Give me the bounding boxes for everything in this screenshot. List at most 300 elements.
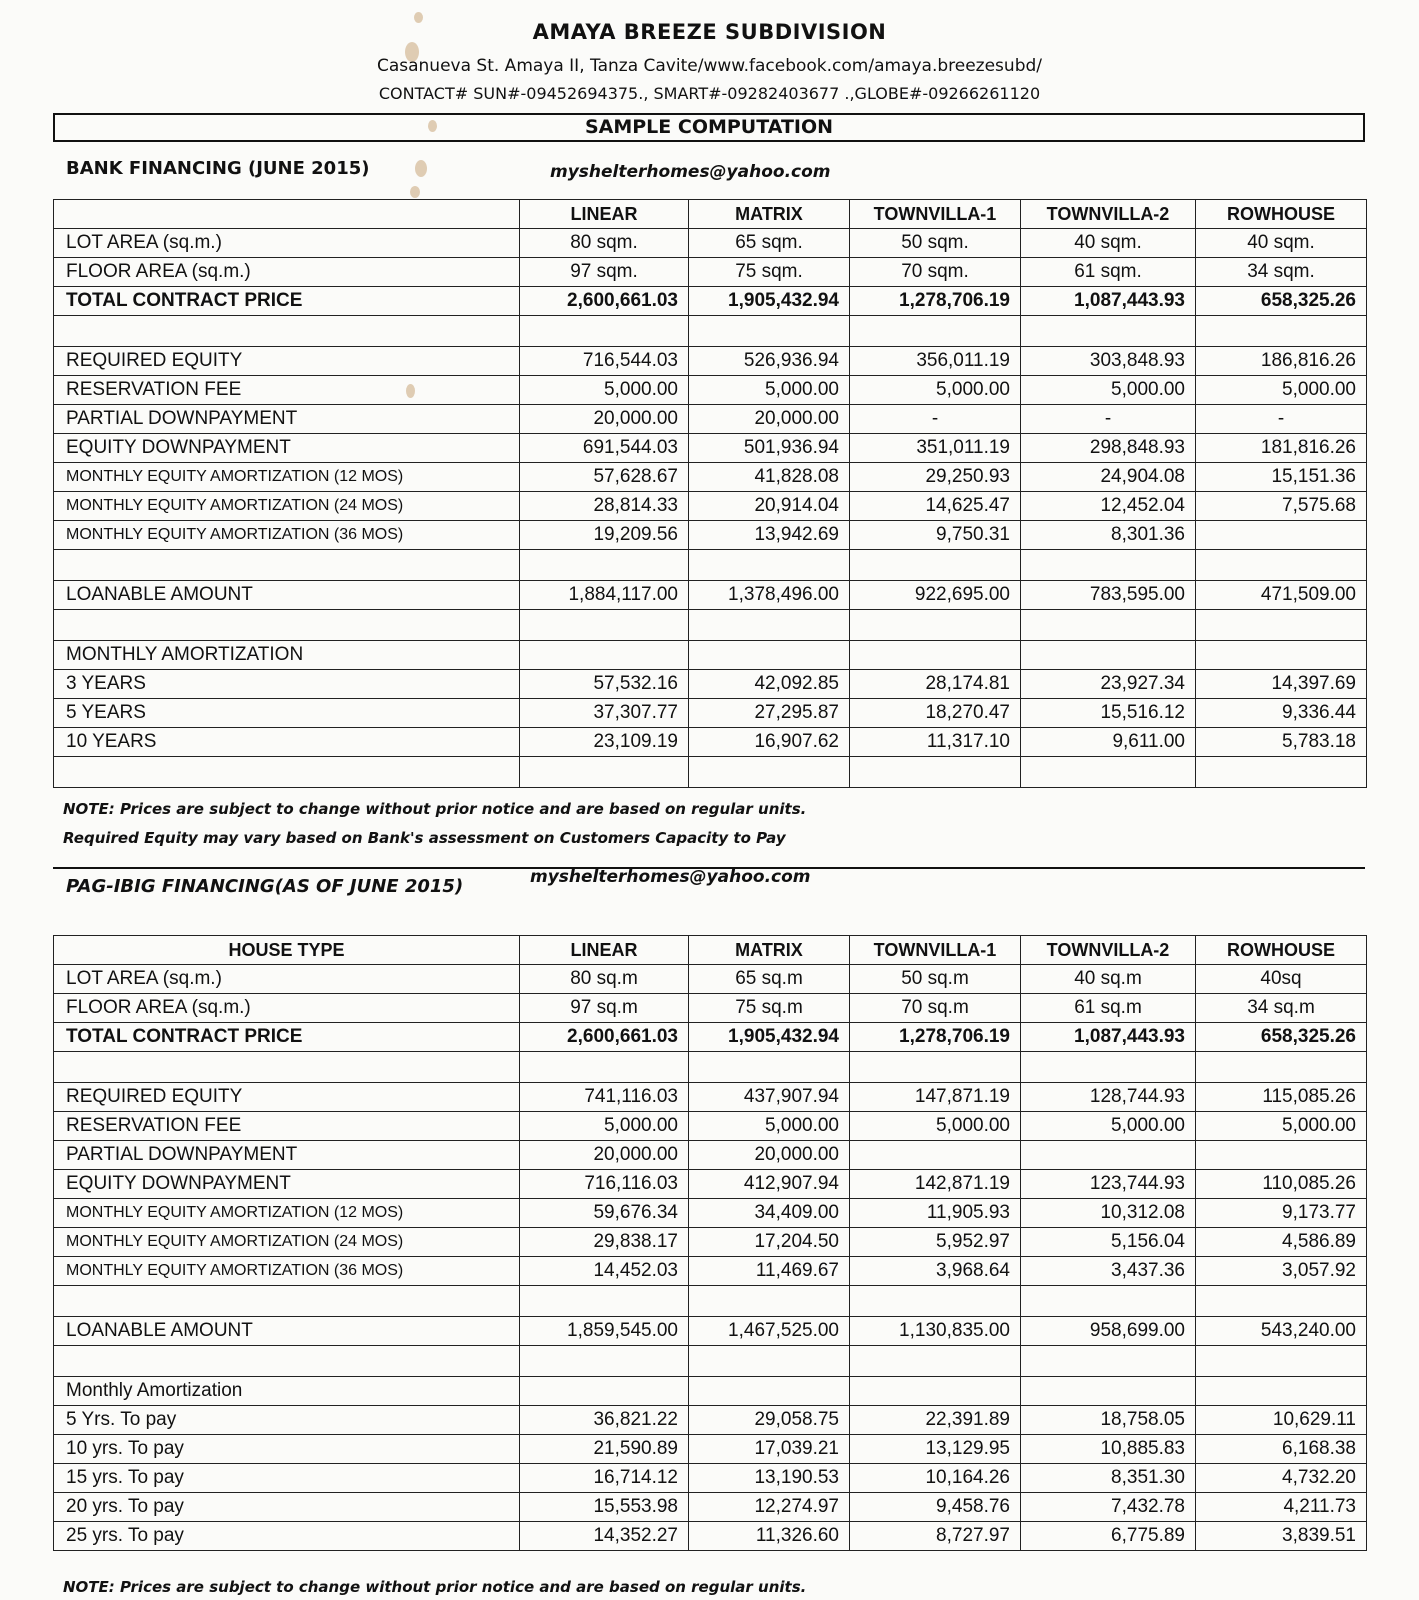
value-cell: 10,164.26 — [850, 1464, 1021, 1493]
value-cell — [1021, 1052, 1196, 1083]
value-cell: - — [850, 405, 1021, 434]
bank-financing-table — [53, 199, 1367, 788]
value-cell: 5,000.00 — [850, 376, 1021, 405]
value-cell: 34 sqm. — [1196, 258, 1367, 287]
value-cell — [520, 757, 689, 788]
value-cell — [1021, 757, 1196, 788]
value-cell: 123,744.93 — [1021, 1170, 1196, 1199]
value-cell: 356,011.19 — [850, 347, 1021, 376]
table-row — [54, 1052, 1367, 1083]
value-cell: 40 sqm. — [1196, 229, 1367, 258]
row-label: 10 YEARS — [54, 728, 520, 757]
value-cell: 1,130,835.00 — [850, 1317, 1021, 1346]
row-label: EQUITY DOWNPAYMENT — [54, 1170, 520, 1199]
column-header: TOWNVILLA-2 — [1021, 936, 1196, 965]
value-cell: 5,000.00 — [1021, 1112, 1196, 1141]
value-cell: 1,087,443.93 — [1021, 287, 1196, 316]
value-cell: 36,821.22 — [520, 1406, 689, 1435]
value-cell: 5,783.18 — [1196, 728, 1367, 757]
column-header: MATRIX — [689, 936, 850, 965]
value-cell: 17,204.50 — [689, 1228, 850, 1257]
value-cell: 70 sqm. — [850, 258, 1021, 287]
table-row — [54, 965, 1367, 994]
header-cell-house-type — [54, 200, 520, 229]
column-header: TOWNVILLA-1 — [850, 200, 1021, 229]
table-row — [54, 1141, 1367, 1170]
table-row — [54, 1317, 1367, 1346]
value-cell: 10,312.08 — [1021, 1199, 1196, 1228]
value-cell: 958,699.00 — [1021, 1317, 1196, 1346]
value-cell: 14,352.27 — [520, 1522, 689, 1551]
value-cell — [1021, 1141, 1196, 1170]
table-row — [54, 610, 1367, 641]
row-label: 5 Yrs. To pay — [54, 1406, 520, 1435]
value-cell: 147,871.19 — [850, 1083, 1021, 1112]
value-cell: 9,458.76 — [850, 1493, 1021, 1522]
value-cell: 412,907.94 — [689, 1170, 850, 1199]
row-label: LOANABLE AMOUNT — [54, 1317, 520, 1346]
row-label — [54, 1286, 520, 1317]
value-cell — [1196, 1052, 1367, 1083]
column-header: LINEAR — [520, 200, 689, 229]
row-label: MONTHLY EQUITY AMORTIZATION (36 MOS) — [54, 1257, 520, 1286]
value-cell — [850, 1377, 1021, 1406]
value-cell: 13,942.69 — [689, 521, 850, 550]
value-cell — [1021, 610, 1196, 641]
table-header-row — [54, 200, 1367, 229]
value-cell — [520, 316, 689, 347]
value-cell: 50 sqm. — [850, 229, 1021, 258]
value-cell — [1196, 1141, 1367, 1170]
row-label: EQUITY DOWNPAYMENT — [54, 434, 520, 463]
value-cell: 59,676.34 — [520, 1199, 689, 1228]
value-cell: 10,629.11 — [1196, 1406, 1367, 1435]
value-cell: 5,000.00 — [1196, 1112, 1367, 1141]
value-cell: 61 sq.m — [1021, 994, 1196, 1023]
value-cell: 15,516.12 — [1021, 699, 1196, 728]
value-cell — [850, 1286, 1021, 1317]
value-cell: 110,085.26 — [1196, 1170, 1367, 1199]
value-cell: 57,628.67 — [520, 463, 689, 492]
table-row — [54, 492, 1367, 521]
table-row — [54, 1464, 1367, 1493]
value-cell: 186,816.26 — [1196, 347, 1367, 376]
table-row — [54, 1377, 1367, 1406]
contact-line: CONTACT# SUN#-09452694375., SMART#-09282403677 .,GLOBE#-09266261120 — [378, 84, 1041, 103]
value-cell — [1196, 316, 1367, 347]
value-cell — [850, 641, 1021, 670]
row-label: MONTHLY AMORTIZATION — [54, 641, 520, 670]
column-header: ROWHOUSE — [1196, 200, 1367, 229]
value-cell: 15,151.36 — [1196, 463, 1367, 492]
table-row — [54, 405, 1367, 434]
row-label — [54, 757, 520, 788]
value-cell — [520, 1346, 689, 1377]
row-label: 3 YEARS — [54, 670, 520, 699]
value-cell: 9,173.77 — [1196, 1199, 1367, 1228]
table-row — [54, 376, 1367, 405]
row-label: RESERVATION FEE — [54, 376, 520, 405]
value-cell: 80 sq.m — [520, 965, 689, 994]
row-label — [54, 550, 520, 581]
value-cell: 115,085.26 — [1196, 1083, 1367, 1112]
value-cell: 40 sq.m — [1021, 965, 1196, 994]
value-cell: 75 sq.m — [689, 994, 850, 1023]
value-cell: 11,326.60 — [689, 1522, 850, 1551]
row-label: RESERVATION FEE — [54, 1112, 520, 1141]
sample-computation-heading: SAMPLE COMPUTATION — [53, 113, 1365, 142]
value-cell: 42,092.85 — [689, 670, 850, 699]
value-cell: 9,336.44 — [1196, 699, 1367, 728]
value-cell: 11,469.67 — [689, 1257, 850, 1286]
bank-note-equity: Required Equity may vary based on Bank's assessment on Customers Capacity to Pay — [63, 829, 786, 847]
value-cell — [689, 1377, 850, 1406]
value-cell: 14,625.47 — [850, 492, 1021, 521]
row-label: LOT AREA (sq.m.) — [54, 229, 520, 258]
value-cell: 24,904.08 — [1021, 463, 1196, 492]
value-cell: 1,859,545.00 — [520, 1317, 689, 1346]
value-cell: 5,000.00 — [689, 1112, 850, 1141]
table-row — [54, 316, 1367, 347]
table-row — [54, 1112, 1367, 1141]
table-row — [54, 670, 1367, 699]
column-header: TOWNVILLA-2 — [1021, 200, 1196, 229]
value-cell: - — [1196, 405, 1367, 434]
value-cell: 8,727.97 — [850, 1522, 1021, 1551]
header-cell-house-type: HOUSE TYPE — [54, 936, 520, 965]
column-header: ROWHOUSE — [1196, 936, 1367, 965]
page-title: AMAYA BREEZE SUBDIVISION — [532, 20, 887, 44]
row-label: FLOOR AREA (sq.m.) — [54, 258, 520, 287]
table-row — [54, 994, 1367, 1023]
value-cell: 11,317.10 — [850, 728, 1021, 757]
value-cell: 1,278,706.19 — [850, 287, 1021, 316]
value-cell: 19,209.56 — [520, 521, 689, 550]
value-cell — [1196, 1377, 1367, 1406]
paper-stain — [410, 186, 420, 198]
value-cell: 23,109.19 — [520, 728, 689, 757]
value-cell: 34,409.00 — [689, 1199, 850, 1228]
value-cell: 20,000.00 — [520, 405, 689, 434]
table-row — [54, 1346, 1367, 1377]
value-cell: 1,467,525.00 — [689, 1317, 850, 1346]
value-cell: 10,885.83 — [1021, 1435, 1196, 1464]
row-label: MONTHLY EQUITY AMORTIZATION (24 MOS) — [54, 492, 520, 521]
value-cell: 1,905,432.94 — [689, 287, 850, 316]
row-label: PARTIAL DOWNPAYMENT — [54, 405, 520, 434]
value-cell: 5,000.00 — [850, 1112, 1021, 1141]
value-cell: 6,775.89 — [1021, 1522, 1196, 1551]
value-cell: 28,814.33 — [520, 492, 689, 521]
value-cell: 29,058.75 — [689, 1406, 850, 1435]
row-label: 15 yrs. To pay — [54, 1464, 520, 1493]
pagibig-email: myshelterhomes@yahoo.com — [530, 867, 811, 887]
table-row — [54, 1083, 1367, 1112]
value-cell — [1196, 1346, 1367, 1377]
value-cell: - — [1021, 405, 1196, 434]
value-cell: 783,595.00 — [1021, 581, 1196, 610]
value-cell: 65 sq.m — [689, 965, 850, 994]
value-cell: 716,116.03 — [520, 1170, 689, 1199]
value-cell: 5,000.00 — [520, 376, 689, 405]
table-row — [54, 1257, 1367, 1286]
value-cell: 142,871.19 — [850, 1170, 1021, 1199]
table-row — [54, 1522, 1367, 1551]
value-cell — [850, 1346, 1021, 1377]
value-cell — [1196, 550, 1367, 581]
value-cell: 5,952.97 — [850, 1228, 1021, 1257]
value-cell: 20,000.00 — [689, 1141, 850, 1170]
value-cell — [1021, 1346, 1196, 1377]
bank-email: myshelterhomes@yahoo.com — [550, 162, 831, 182]
value-cell — [520, 550, 689, 581]
value-cell — [850, 1052, 1021, 1083]
address-line: Casanueva St. Amaya II, Tanza Cavite/www.facebook.com/amaya.breezesubd/ — [376, 56, 1043, 76]
table-row — [54, 550, 1367, 581]
value-cell: 471,509.00 — [1196, 581, 1367, 610]
value-cell — [689, 641, 850, 670]
value-cell: 41,828.08 — [689, 463, 850, 492]
row-label: MONTHLY EQUITY AMORTIZATION (24 MOS) — [54, 1228, 520, 1257]
value-cell: 1,378,496.00 — [689, 581, 850, 610]
value-cell — [520, 1377, 689, 1406]
value-cell: 128,744.93 — [1021, 1083, 1196, 1112]
value-cell — [520, 1052, 689, 1083]
row-label — [54, 1346, 520, 1377]
value-cell: 23,927.34 — [1021, 670, 1196, 699]
row-label: LOANABLE AMOUNT — [54, 581, 520, 610]
value-cell: 303,848.93 — [1021, 347, 1196, 376]
value-cell — [1196, 521, 1367, 550]
bank-note-prices: NOTE: Prices are subject to change without prior notice and are based on regular units. — [63, 800, 807, 818]
table-row — [54, 1228, 1367, 1257]
value-cell: 1,278,706.19 — [850, 1023, 1021, 1052]
value-cell: 543,240.00 — [1196, 1317, 1367, 1346]
value-cell: 65 sqm. — [689, 229, 850, 258]
value-cell: 716,544.03 — [520, 347, 689, 376]
table-row — [54, 1493, 1367, 1522]
value-cell — [850, 757, 1021, 788]
value-cell: 22,391.89 — [850, 1406, 1021, 1435]
row-label: 20 yrs. To pay — [54, 1493, 520, 1522]
value-cell — [850, 610, 1021, 641]
table-row — [54, 258, 1367, 287]
value-cell: 351,011.19 — [850, 434, 1021, 463]
value-cell: 9,750.31 — [850, 521, 1021, 550]
value-cell: 27,295.87 — [689, 699, 850, 728]
table-row — [54, 1406, 1367, 1435]
table-row — [54, 1170, 1367, 1199]
value-cell: 18,758.05 — [1021, 1406, 1196, 1435]
row-label: MONTHLY EQUITY AMORTIZATION (12 MOS) — [54, 1199, 520, 1228]
value-cell — [689, 757, 850, 788]
value-cell: 6,168.38 — [1196, 1435, 1367, 1464]
table-row — [54, 757, 1367, 788]
value-cell: 57,532.16 — [520, 670, 689, 699]
value-cell — [1021, 1286, 1196, 1317]
value-cell: 11,905.93 — [850, 1199, 1021, 1228]
value-cell — [689, 316, 850, 347]
value-cell: 3,437.36 — [1021, 1257, 1196, 1286]
value-cell — [689, 550, 850, 581]
value-cell: 437,907.94 — [689, 1083, 850, 1112]
value-cell: 8,301.36 — [1021, 521, 1196, 550]
value-cell: 7,575.68 — [1196, 492, 1367, 521]
value-cell: 29,250.93 — [850, 463, 1021, 492]
value-cell — [520, 610, 689, 641]
value-cell: 20,000.00 — [520, 1141, 689, 1170]
value-cell: 8,351.30 — [1021, 1464, 1196, 1493]
value-cell: 16,714.12 — [520, 1464, 689, 1493]
value-cell: 4,586.89 — [1196, 1228, 1367, 1257]
value-cell: 691,544.03 — [520, 434, 689, 463]
pagibig-financing-title: PAG-IBIG FINANCING(AS OF JUNE 2015) — [66, 876, 464, 897]
value-cell: 20,000.00 — [689, 405, 850, 434]
value-cell — [1196, 610, 1367, 641]
value-cell: 13,190.53 — [689, 1464, 850, 1493]
value-cell — [520, 1286, 689, 1317]
value-cell: 5,000.00 — [1196, 376, 1367, 405]
row-label: TOTAL CONTRACT PRICE — [54, 287, 520, 316]
value-cell — [1196, 757, 1367, 788]
table-row — [54, 434, 1367, 463]
row-label: REQUIRED EQUITY — [54, 347, 520, 376]
value-cell: 4,732.20 — [1196, 1464, 1367, 1493]
value-cell: 40sq — [1196, 965, 1367, 994]
value-cell: 501,936.94 — [689, 434, 850, 463]
value-cell: 3,057.92 — [1196, 1257, 1367, 1286]
row-label — [54, 316, 520, 347]
value-cell — [1021, 550, 1196, 581]
table-row — [54, 1199, 1367, 1228]
value-cell: 97 sq.m — [520, 994, 689, 1023]
value-cell: 2,600,661.03 — [520, 1023, 689, 1052]
row-label: MONTHLY EQUITY AMORTIZATION (12 MOS) — [54, 463, 520, 492]
value-cell: 61 sqm. — [1021, 258, 1196, 287]
table-row — [54, 521, 1367, 550]
row-label: 10 yrs. To pay — [54, 1435, 520, 1464]
value-cell: 3,839.51 — [1196, 1522, 1367, 1551]
value-cell: 526,936.94 — [689, 347, 850, 376]
value-cell: 658,325.26 — [1196, 287, 1367, 316]
value-cell: 7,432.78 — [1021, 1493, 1196, 1522]
value-cell — [689, 610, 850, 641]
table-row — [54, 581, 1367, 610]
row-label: TOTAL CONTRACT PRICE — [54, 1023, 520, 1052]
value-cell: 741,116.03 — [520, 1083, 689, 1112]
value-cell — [689, 1286, 850, 1317]
table-row — [54, 347, 1367, 376]
value-cell — [520, 641, 689, 670]
value-cell: 14,452.03 — [520, 1257, 689, 1286]
value-cell — [1196, 641, 1367, 670]
value-cell — [1021, 1377, 1196, 1406]
pagibig-financing-table — [53, 935, 1367, 1551]
row-label: FLOOR AREA (sq.m.) — [54, 994, 520, 1023]
value-cell — [850, 316, 1021, 347]
value-cell: 1,884,117.00 — [520, 581, 689, 610]
row-label: MONTHLY EQUITY AMORTIZATION (36 MOS) — [54, 521, 520, 550]
value-cell: 70 sq.m — [850, 994, 1021, 1023]
value-cell: 97 sqm. — [520, 258, 689, 287]
column-header: MATRIX — [689, 200, 850, 229]
value-cell: 922,695.00 — [850, 581, 1021, 610]
value-cell: 9,611.00 — [1021, 728, 1196, 757]
value-cell: 15,553.98 — [520, 1493, 689, 1522]
paper-stain — [415, 160, 427, 177]
bank-financing-title: BANK FINANCING (JUNE 2015) — [66, 158, 370, 179]
value-cell: 12,274.97 — [689, 1493, 850, 1522]
row-label: PARTIAL DOWNPAYMENT — [54, 1141, 520, 1170]
value-cell: 34 sq.m — [1196, 994, 1367, 1023]
value-cell: 658,325.26 — [1196, 1023, 1367, 1052]
value-cell — [850, 1141, 1021, 1170]
value-cell — [1196, 1286, 1367, 1317]
table-row — [54, 1286, 1367, 1317]
value-cell — [689, 1052, 850, 1083]
value-cell — [689, 1346, 850, 1377]
row-label: 5 YEARS — [54, 699, 520, 728]
row-label — [54, 610, 520, 641]
value-cell: 12,452.04 — [1021, 492, 1196, 521]
value-cell — [1021, 316, 1196, 347]
value-cell: 5,000.00 — [689, 376, 850, 405]
value-cell: 75 sqm. — [689, 258, 850, 287]
column-header: TOWNVILLA-1 — [850, 936, 1021, 965]
value-cell: 50 sq.m — [850, 965, 1021, 994]
table-row — [54, 463, 1367, 492]
row-label: REQUIRED EQUITY — [54, 1083, 520, 1112]
table-header-row — [54, 936, 1367, 965]
value-cell: 16,907.62 — [689, 728, 850, 757]
table-row — [54, 287, 1367, 316]
value-cell: 5,000.00 — [1021, 376, 1196, 405]
row-label: 25 yrs. To pay — [54, 1522, 520, 1551]
value-cell: 20,914.04 — [689, 492, 850, 521]
value-cell: 14,397.69 — [1196, 670, 1367, 699]
value-cell: 181,816.26 — [1196, 434, 1367, 463]
value-cell: 5,000.00 — [520, 1112, 689, 1141]
value-cell: 5,156.04 — [1021, 1228, 1196, 1257]
value-cell: 21,590.89 — [520, 1435, 689, 1464]
value-cell — [1021, 641, 1196, 670]
value-cell: 4,211.73 — [1196, 1493, 1367, 1522]
row-label: Monthly Amortization — [54, 1377, 520, 1406]
value-cell: 29,838.17 — [520, 1228, 689, 1257]
value-cell: 28,174.81 — [850, 670, 1021, 699]
table-row — [54, 728, 1367, 757]
row-label: LOT AREA (sq.m.) — [54, 965, 520, 994]
column-header: LINEAR — [520, 936, 689, 965]
row-label — [54, 1052, 520, 1083]
value-cell: 3,968.64 — [850, 1257, 1021, 1286]
table-row — [54, 1023, 1367, 1052]
value-cell: 13,129.95 — [850, 1435, 1021, 1464]
table-row — [54, 641, 1367, 670]
value-cell: 37,307.77 — [520, 699, 689, 728]
value-cell: 40 sqm. — [1021, 229, 1196, 258]
value-cell: 298,848.93 — [1021, 434, 1196, 463]
pagibig-note-prices: NOTE: Prices are subject to change without prior notice and are based on regular units. — [63, 1578, 807, 1596]
value-cell: 18,270.47 — [850, 699, 1021, 728]
value-cell: 1,087,443.93 — [1021, 1023, 1196, 1052]
value-cell: 80 sqm. — [520, 229, 689, 258]
value-cell: 17,039.21 — [689, 1435, 850, 1464]
value-cell: 1,905,432.94 — [689, 1023, 850, 1052]
table-row — [54, 1435, 1367, 1464]
value-cell — [850, 550, 1021, 581]
value-cell: 2,600,661.03 — [520, 287, 689, 316]
